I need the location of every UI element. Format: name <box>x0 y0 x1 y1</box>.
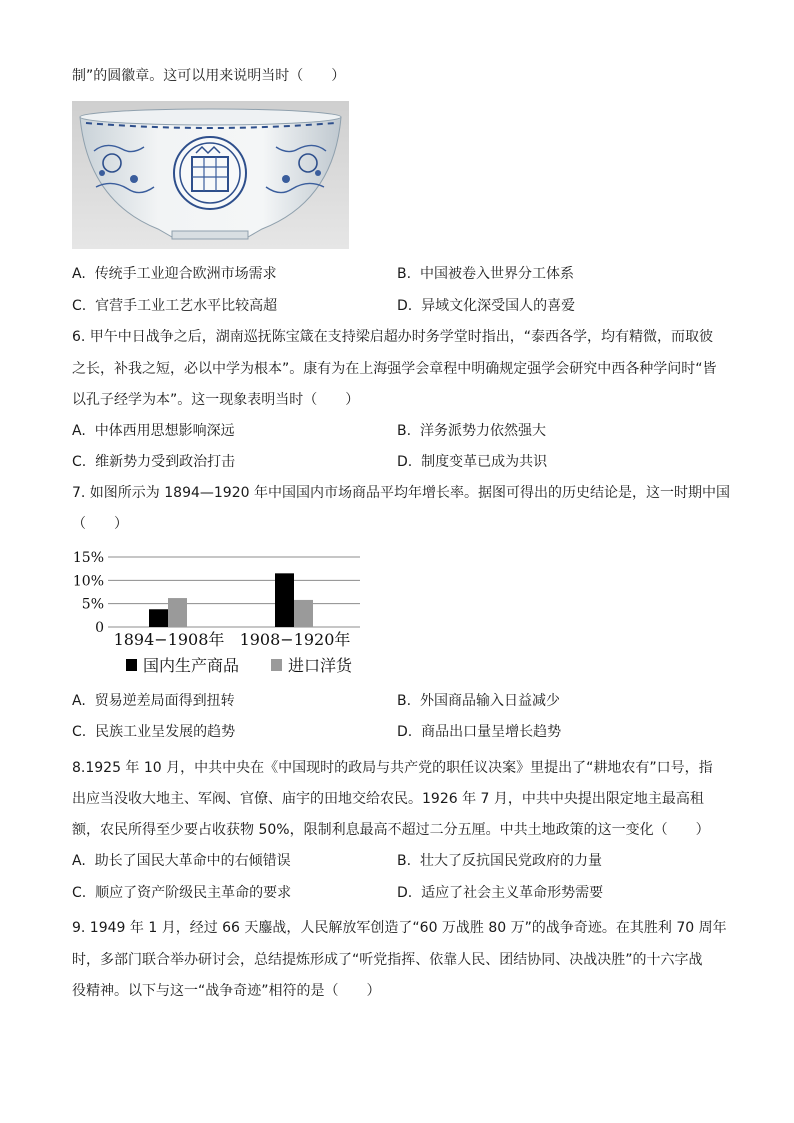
q6-stem-line-2: 之长，补我之短，必以中学为根本”。康有为在上海强学会章程中明确规定强学会研究中西各种学问时“皆 <box>72 361 717 377</box>
legend-label: 国内生产商品 <box>143 656 240 675</box>
q5-stem: 制”的圆徽章。这可以用来说明当时（ ） <box>72 68 346 84</box>
legend-swatch <box>126 659 137 671</box>
blue-white-porcelain-bowl-image <box>72 101 349 249</box>
q8-stem-line-3: 额，农民所得至少要占收获物 50%，限制利息最高不超过二分五厘。中共土地政策的这一变化（ ） <box>72 822 710 838</box>
bowl-illustration <box>72 101 349 249</box>
q8-option-c[interactable]: C. 顺应了资产阶级民主革命的要求 <box>72 885 292 901</box>
bar <box>294 600 313 627</box>
y-tick-label: 5% <box>81 596 104 613</box>
bar <box>168 598 187 627</box>
q5-option-d[interactable]: D. 异域文化深受国人的喜爱 <box>397 298 576 314</box>
q7-stem-line-2: （ ） <box>72 516 128 532</box>
bar <box>275 573 294 627</box>
q5-option-b[interactable]: B. 中国被卷入世界分工体系 <box>397 266 574 282</box>
legend-label: 进口洋货 <box>288 656 353 675</box>
x-tick-label: 1908−1920年 <box>239 630 351 649</box>
q5-option-c[interactable]: C. 官营手工业工艺水平比较高超 <box>72 298 278 314</box>
q6-option-d[interactable]: D. 制度变革已成为共识 <box>397 454 548 470</box>
q7-option-a[interactable]: A. 贸易逆差局面得到扭转 <box>72 693 235 709</box>
y-tick-label: 0 <box>95 620 104 636</box>
q6-option-c[interactable]: C. 维新势力受到政治打击 <box>72 454 236 470</box>
q7-stem-line-1: 7. 如图所示为 1894—1920 年中国国内市场商品平均年增长率。据图可得出的历史结论是，这一时期中国 <box>72 485 730 501</box>
q6-stem-line-3: 以孔子经学为本”。这一现象表明当时（ ） <box>72 392 360 408</box>
q8-option-a[interactable]: A. 助长了国民大革命中的右倾错误 <box>72 853 291 869</box>
q8-stem-line-1: 8.1925 年 10 月，中共中央在《中国现时的政局与共产党的职任议决案》里提出了“耕地农有”口号，指 <box>72 760 713 776</box>
q5-option-a[interactable]: A. 传统手工业迎合欧洲市场需求 <box>72 266 277 282</box>
q7-option-c[interactable]: C. 民族工业呈发展的趋势 <box>72 724 236 740</box>
x-tick-label: 1894−1908年 <box>113 630 225 649</box>
growth-rate-bar-chart <box>70 545 370 680</box>
q7-option-d[interactable]: D. 商品出口量呈增长趋势 <box>397 724 562 740</box>
q8-stem-line-2: 出应当没收大地主、军阀、官僚、庙宇的田地交给农民。1926 年 7 月，中共中央提出限定地主最高租 <box>72 791 704 807</box>
q6-option-a[interactable]: A. 中体西用思想影响深远 <box>72 423 235 439</box>
q8-option-d[interactable]: D. 适应了社会主义革命形势需要 <box>397 885 604 901</box>
legend-swatch <box>271 659 282 671</box>
q9-stem-line-1: 9. 1949 年 1 月，经过 66 天鏖战，人民解放军创造了“60 万战胜 80 万”的战争奇迹。在其胜利 70 周年 <box>72 920 727 936</box>
q6-stem-line-1: 6. 甲午中日战争之后，湖南巡抚陈宝箴在支持梁启超办时务学堂时指出，“泰西各学，均有精微，而取彼 <box>72 329 714 345</box>
q9-stem-line-3: 役精神。以下与这一“战争奇迹”相符的是（ ） <box>72 983 381 999</box>
q8-option-b[interactable]: B. 壮大了反抗国民党政府的力量 <box>397 853 602 869</box>
y-tick-label: 15% <box>72 550 104 566</box>
y-tick-label: 10% <box>72 573 104 590</box>
q6-option-b[interactable]: B. 洋务派势力依然强大 <box>397 423 546 439</box>
bar <box>149 609 168 627</box>
q7-option-b[interactable]: B. 外国商品输入日益减少 <box>397 693 560 709</box>
q9-stem-line-2: 时，多部门联合举办研讨会，总结提炼形成了“听党指挥、依靠人民、团结协同、决战决胜”的十六字战 <box>72 952 703 968</box>
